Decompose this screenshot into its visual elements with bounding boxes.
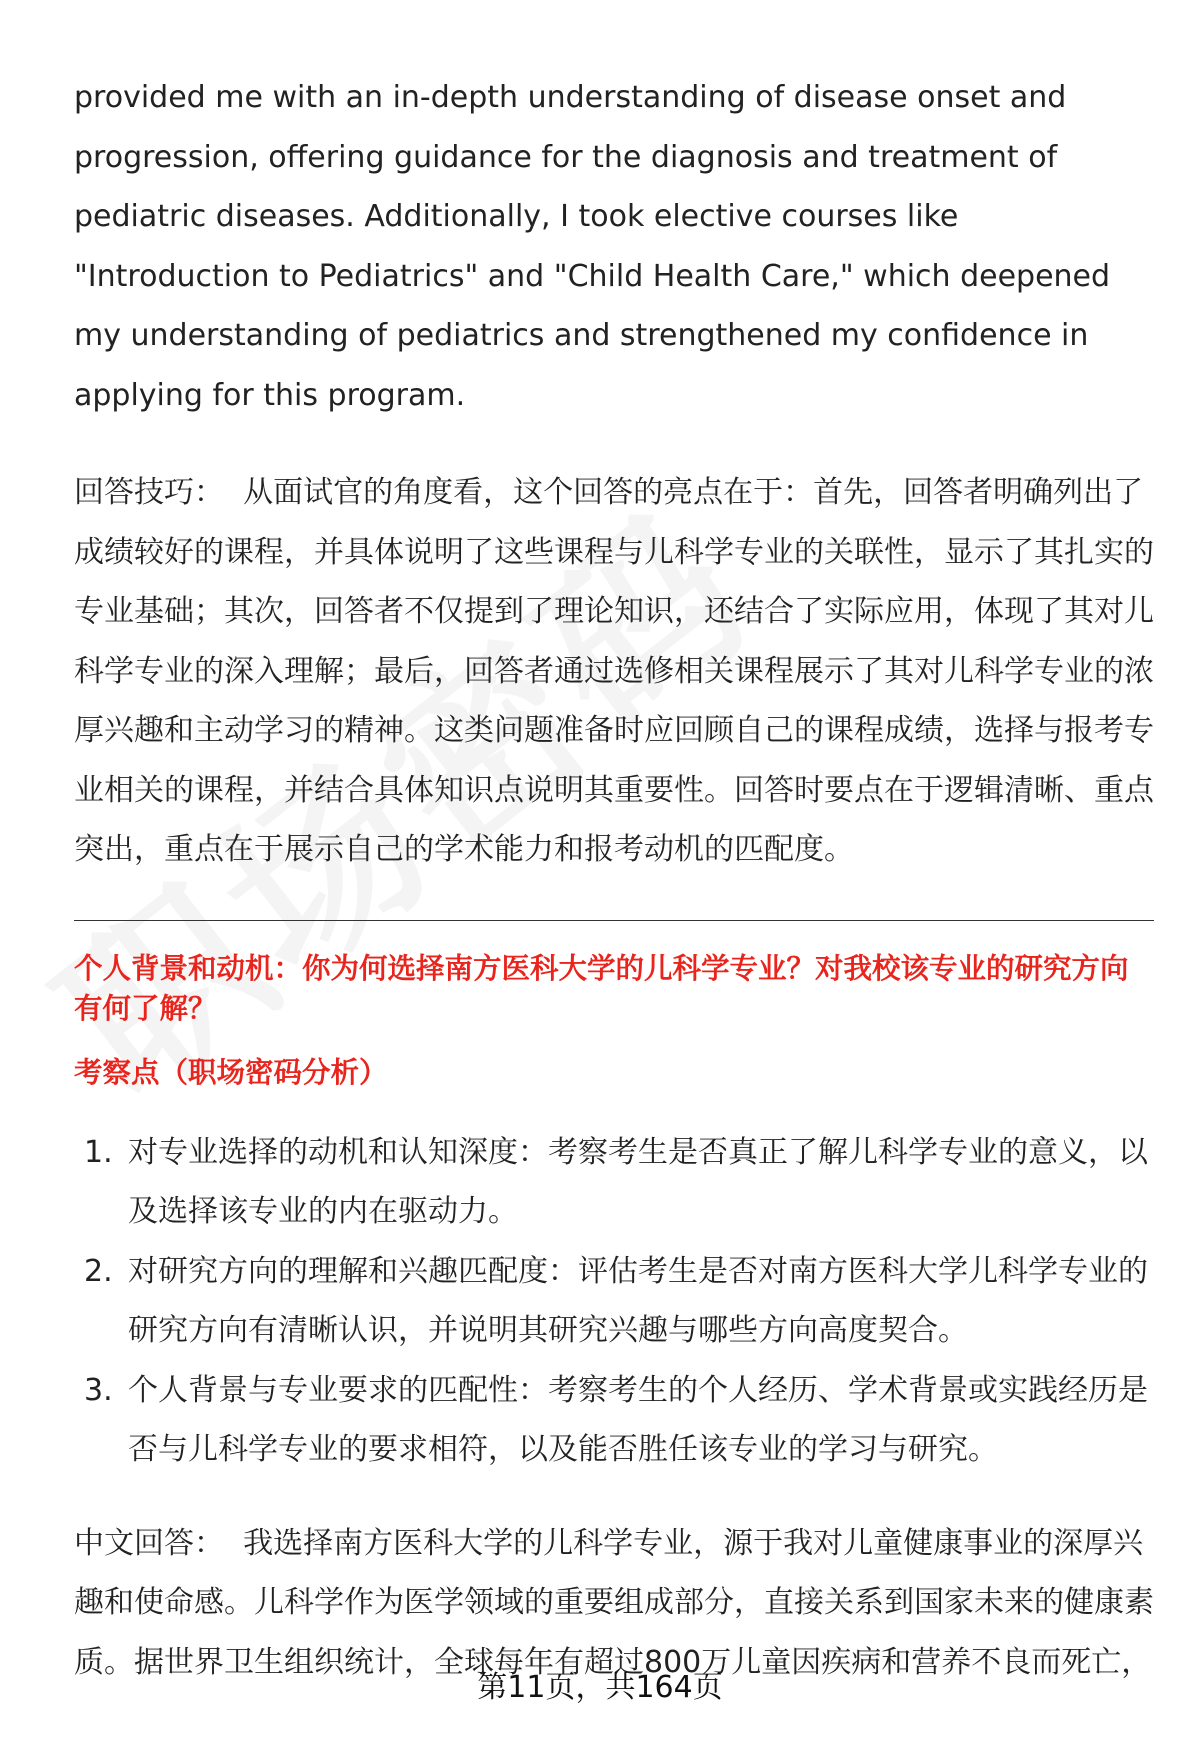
- answer-tip-text: 从面试官的角度看，这个回答的亮点在于：首先，回答者明确列出了成绩较好的课程，并具体说明了这些课程与儿科学专业的关联性，显示了其扎实的专业基础；其次，回答者不仅提到了理论知识，还结合了实际应用，体现了其对儿科学专业的深入理解；最后，回答者通过选修相关课程展示了其对儿科学专业的浓厚兴趣和主动学习的精神。这类问题准备时应回顾自己的课程成绩，选择与报考专业相关的课程，并结合具体知识点说明其重要性。回答时要点在于逻辑清晰、重点突出，重点在于展示自己的学术能力和报考动机的匹配度。: [74, 475, 1154, 867]
- assessment-item: [74, 1123, 1154, 1242]
- english-answer-paragraph: provided me with an in-depth understanding of disease onset and progression, offering guidance for the diagnosis and treatment of pediatric diseases. Additionally, I took elective courses like "Introduction to Pediatrics" and "Child Health Care," which deepened my understanding of pediatrics and strengthened my confidence in applying for this program.: [74, 80, 1111, 413]
- assessment-heading: 考察点（职场密码分析）: [74, 1055, 388, 1089]
- chinese-answer-text: 我选择南方医科大学的儿科学专业，源于我对儿童健康事业的深厚兴趣和使命感。儿科学作为医学领域的重要组成部分，直接关系到国家未来的健康素质。据世界卫生组织统计，全球每年有超过800万儿童因疾病和营养不良而死亡，: [74, 1525, 1154, 1680]
- page-number-footer: 第11页，共164页: [477, 1670, 723, 1705]
- assessment-item-number: 1.: [84, 1134, 113, 1170]
- assessment-list: [74, 1123, 1154, 1480]
- section-divider: [74, 920, 1154, 921]
- question-heading: 个人背景和动机：你为何选择南方医科大学的儿科学专业？对我校该专业的研究方向有何了解？: [74, 951, 1129, 1025]
- assessment-item: [74, 1242, 1154, 1361]
- chinese-answer-label: 中文回答：: [74, 1525, 224, 1561]
- assessment-item-number: 2.: [84, 1253, 113, 1289]
- assessment-item-text: 对研究方向的理解和兴趣匹配度：评估考生是否对南方医科大学儿科学专业的研究方向有清晰认识，并说明其研究兴趣与哪些方向高度契合。: [128, 1253, 1148, 1348]
- assessment-item-text: 对专业选择的动机和认知深度：考察考生是否真正了解儿科学专业的意义，以及选择该专业的内在驱动力。: [128, 1134, 1148, 1229]
- document-page: [74, 68, 1154, 1692]
- assessment-item-number: 3.: [84, 1372, 113, 1408]
- chinese-answer-paragraph: [74, 1514, 1154, 1693]
- assessment-item-text: 个人背景与专业要求的匹配性：考察考生的个人经历、学术背景或实践经历是否与儿科学专业的要求相符，以及能否胜任该专业的学习与研究。: [128, 1372, 1148, 1467]
- answer-tip-paragraph: [74, 463, 1154, 880]
- answer-tip-label: 回答技巧：: [74, 475, 224, 510]
- assessment-item: [74, 1361, 1154, 1480]
